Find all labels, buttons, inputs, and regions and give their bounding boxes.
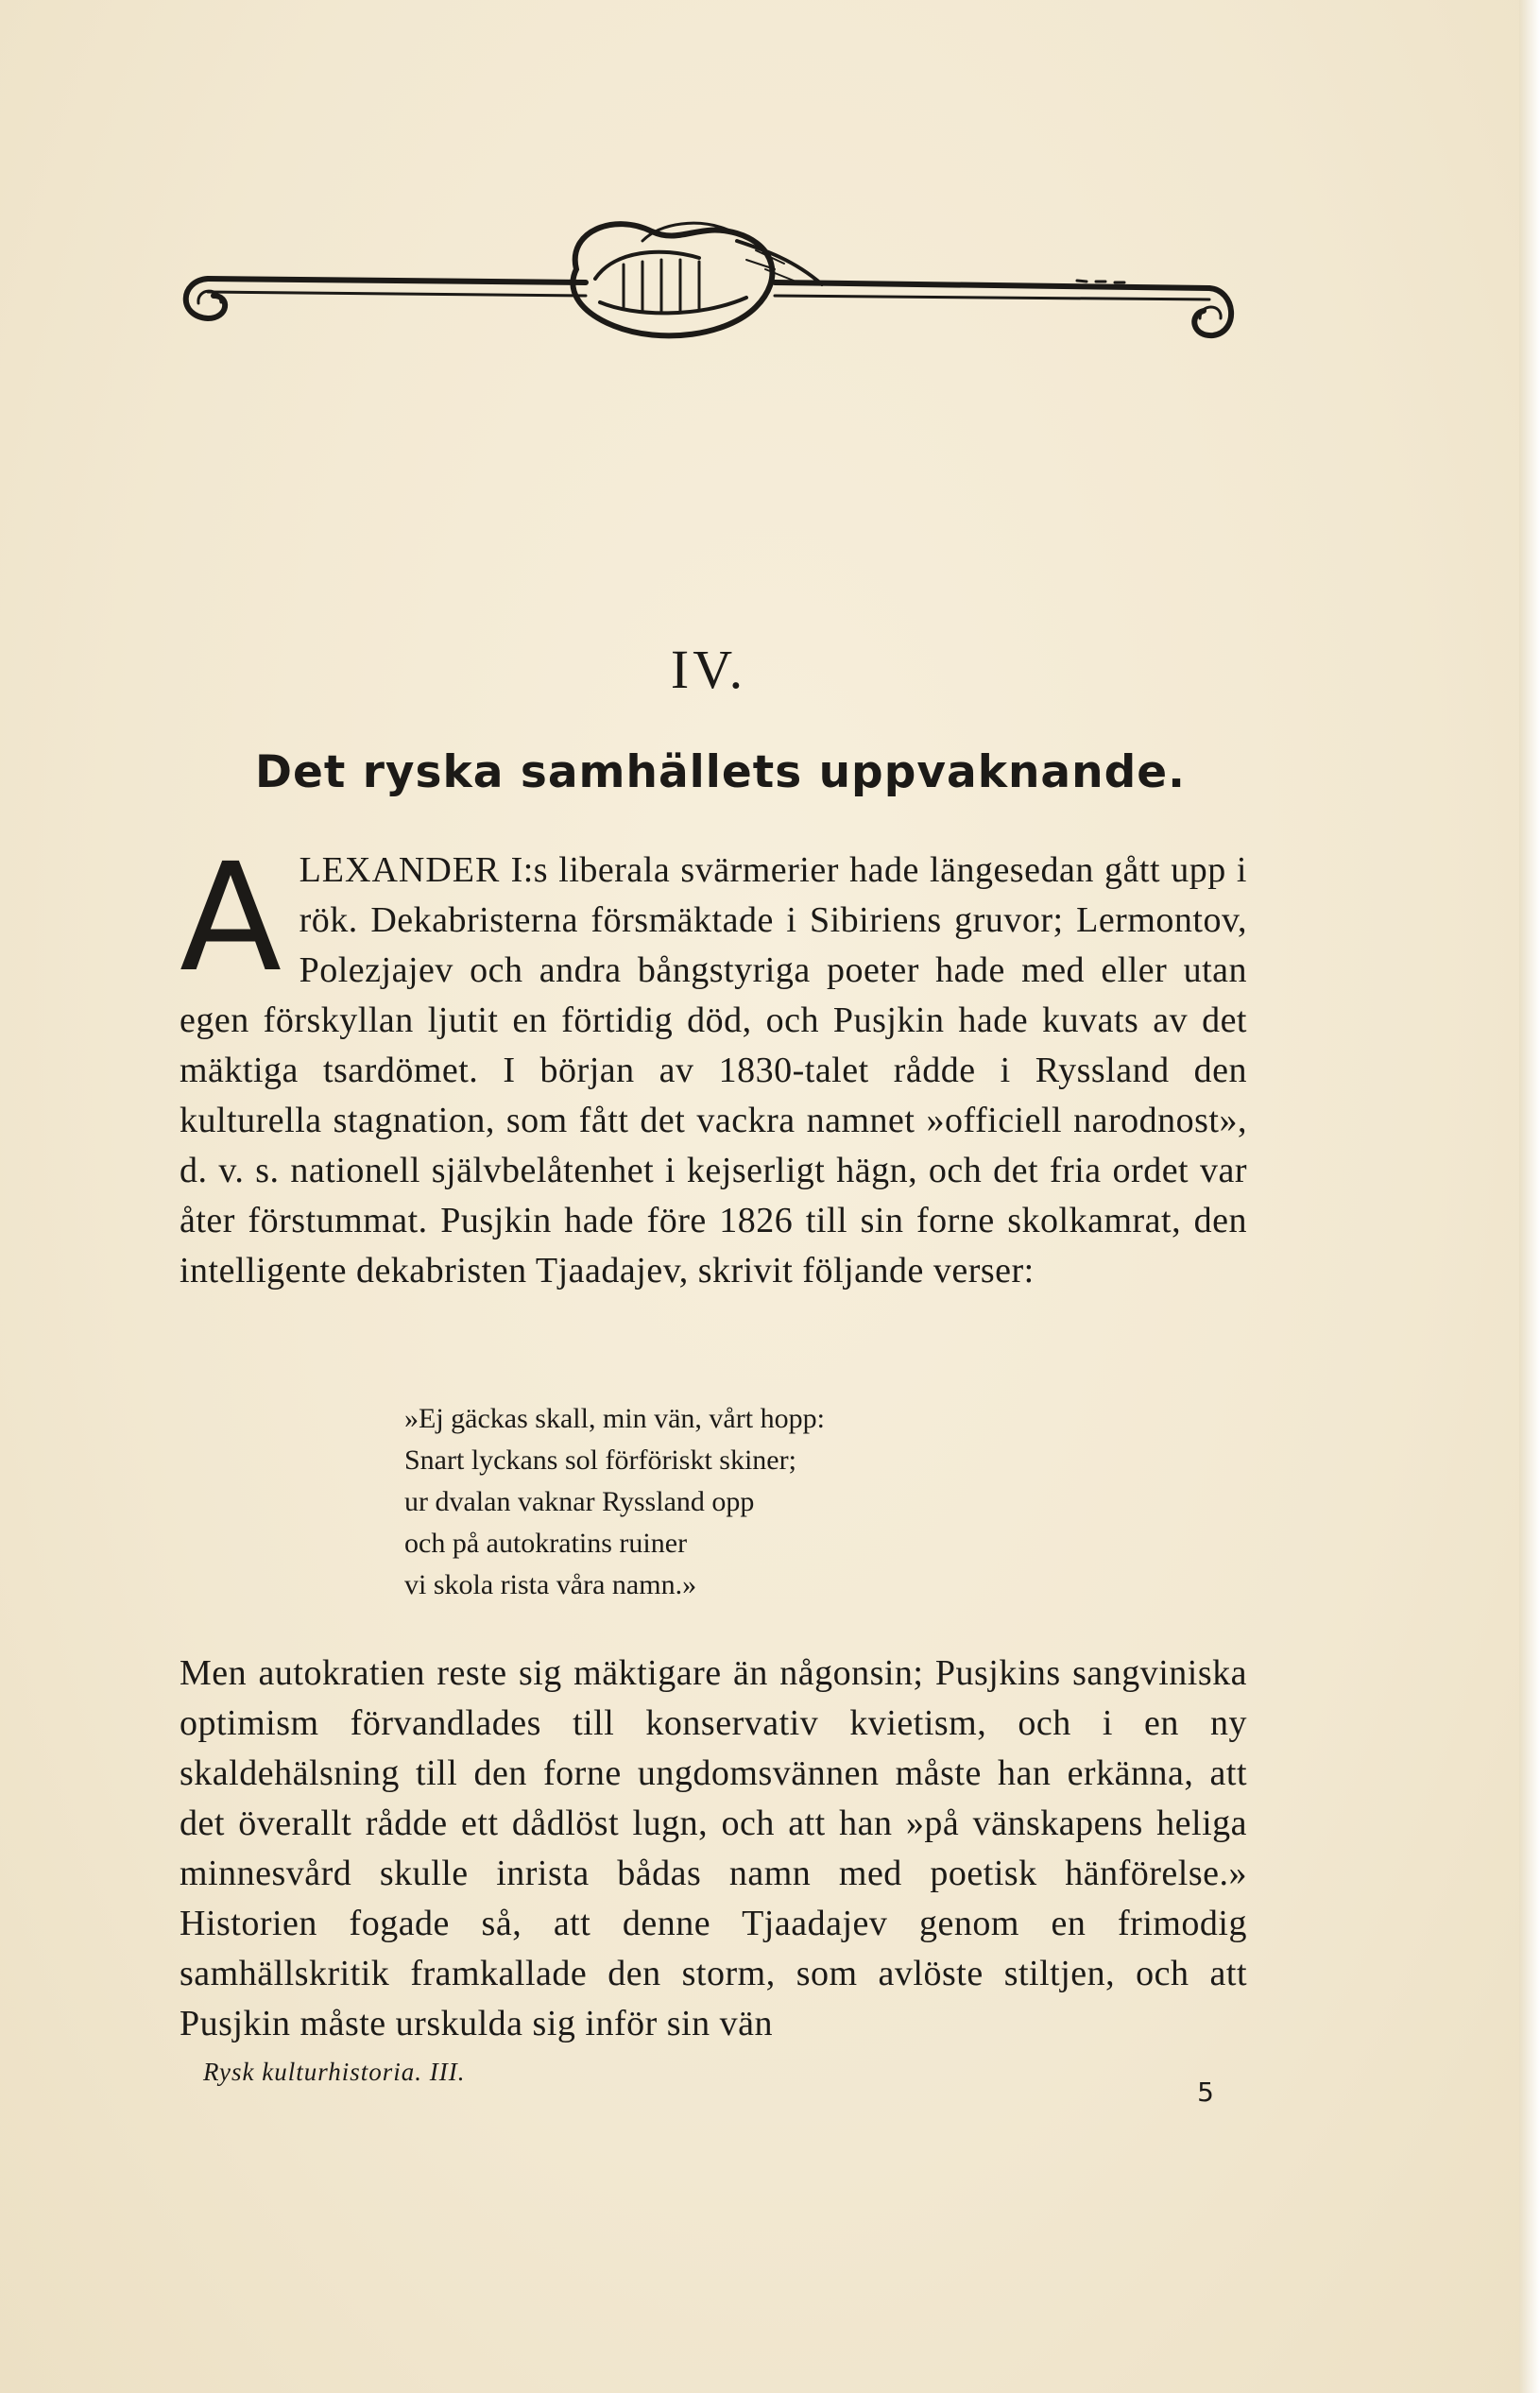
running-footer-title: Rysk kulturhistoria. III.	[203, 2058, 466, 2086]
verse-block	[404, 1398, 1066, 1606]
paragraph-1-text: I:s liberala svärmerier hade längesedan gått upp i rök. Dekabristerna försmäktade i Sibiriens gruvor; Lermontov, Polezjajev och andra bångstyriga poeter hade med eller utan egen förskyllan ljutit en förtidig död, och Pusjkin hade kuvats av det mäktiga tsardömet. I början av 1830-talet rådde i Ryssland den kulturella stagnation, som fått det vackra namnet »officiell narodnost», d. v. s. nationell självbelåtenhet i kejserligt hägn, och det fria ordet var åter förstummat. Pusjkin hade före 1826 till sin forne skolkamrat, den intelligente dekabristen Tjaadajev, skrivit följande verser:	[180, 850, 1247, 1291]
chapter-title: Det ryska samhällets uppvaknande.	[255, 746, 1186, 798]
ornamental-headpiece	[170, 213, 1247, 364]
paragraph-1	[180, 831, 1247, 1296]
chapter-number: IV.	[670, 639, 747, 700]
verse-line: Snart lyckans sol förföriskt skiner;	[404, 1444, 796, 1476]
page-number: 5	[1197, 2077, 1214, 2108]
verse-line: och på autokratins ruiner	[404, 1528, 688, 1559]
verse-line: vi skola rista våra namn.»	[404, 1569, 697, 1600]
verse-line: ur dvalan vaknar Ryssland opp	[404, 1486, 755, 1517]
page-footer	[203, 2058, 1214, 2108]
page-edge	[1519, 0, 1540, 2393]
opening-word: LEXANDER	[299, 850, 501, 890]
verse-line: »Ej gäckas skall, min vän, vårt hopp:	[404, 1403, 825, 1434]
drop-cap: A	[180, 831, 282, 1005]
paragraph-2: Men autokratien reste sig mäktigare än någonsin; Pusjkins sangviniska optimism förvandlades till konservativ kvietism, och i en ny skaldehälsning till den forne ungdomsvännen måste han erkänna, att det överallt rådde ett dådlöst lugn, och att han »på vänskapens heliga minnesvård skulle inrista bådas namn med poetisk hänförelse.» Historien fogade så, att denne Tjaadajev genom en frimodig samhällskritik framkallade den storm, som avlöste stiltjen, och att Pusjkin måste urskulda sig inför sin vän	[180, 1653, 1247, 2043]
